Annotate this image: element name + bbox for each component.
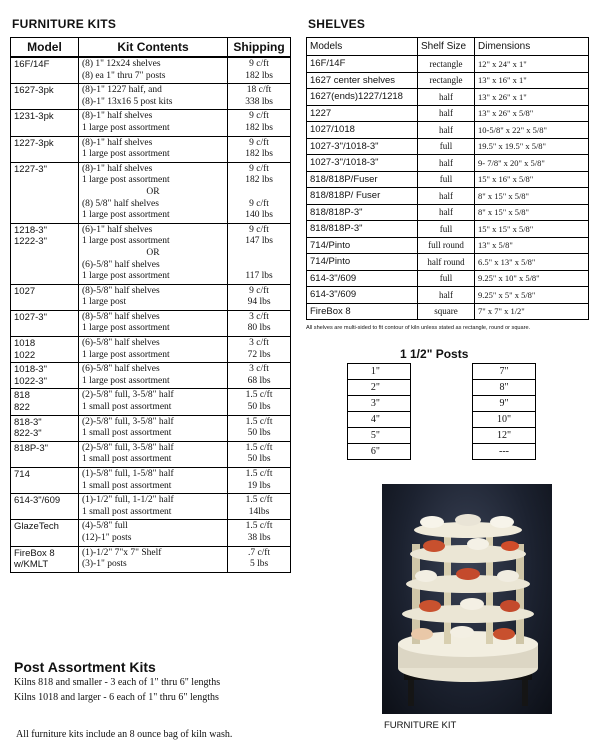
- cell-line: (8)-1" half shelves: [81, 137, 153, 148]
- cell-line: 9 c/ft: [249, 285, 269, 296]
- posts-table-left: [347, 363, 411, 460]
- table-header-row: [11, 38, 291, 58]
- posts-title: 1 1/2" Posts: [400, 347, 469, 361]
- table-row: [307, 287, 589, 304]
- cell-line: 9 c/ft: [249, 163, 269, 174]
- cell-line: 1231-3pk: [14, 111, 54, 123]
- post-length-cell: 2": [348, 380, 411, 396]
- shelf-model-cell: 1227: [307, 105, 418, 122]
- kit-model-cell: [11, 223, 79, 284]
- cell-line: 182 lbs: [245, 175, 273, 186]
- cell-line: 1018: [14, 338, 36, 350]
- kit-model-cell: [11, 310, 79, 336]
- shelf-size-cell: rectangle: [418, 56, 475, 73]
- table-row: [11, 520, 291, 546]
- post-length-cell: 12": [473, 428, 536, 444]
- cell-line: OR: [146, 186, 160, 197]
- header-models: Models: [307, 38, 418, 56]
- post-length-cell: 7": [473, 364, 536, 380]
- cell-line: 182 lbs: [245, 70, 273, 81]
- cell-line: 1 large post assortment: [81, 175, 170, 186]
- shelf-size-cell: half: [418, 155, 475, 172]
- cell-line: (8)-1" 13x16 5 post kits: [81, 96, 173, 107]
- kit-contents-cell: [78, 136, 227, 162]
- post-length-cell: 5": [348, 428, 411, 444]
- kit-shipping-cell: [228, 136, 291, 162]
- shelf-model-cell: 1627 center shelves: [307, 72, 418, 89]
- kit-shipping-cell: [228, 468, 291, 494]
- cell-line: 38 lbs: [247, 532, 271, 543]
- furniture-kit-photo-illustration: [382, 484, 552, 714]
- shelf-dimensions-cell: 9- 7/8" x 20" x 5/8": [475, 155, 589, 172]
- cell-line: 19 lbs: [247, 480, 271, 491]
- cell-line: 1 small post assortment: [81, 506, 172, 517]
- kit-contents-cell: [78, 415, 227, 441]
- table-row: [11, 310, 291, 336]
- header-shipping: Shipping: [228, 38, 291, 58]
- table-row: [11, 363, 291, 389]
- kit-contents-cell: [78, 284, 227, 310]
- table-row: [11, 84, 291, 110]
- post-length-cell: 9": [473, 396, 536, 412]
- table-row: [307, 204, 589, 221]
- kit-contents-cell: [78, 310, 227, 336]
- cell-line: 72 lbs: [247, 349, 271, 360]
- post-row: [348, 428, 411, 444]
- cell-line: 822: [14, 402, 30, 414]
- table-row: [11, 415, 291, 441]
- cell-line: 822-3": [14, 428, 42, 440]
- table-row: [11, 110, 291, 136]
- cell-line: 9 c/ft: [249, 111, 269, 122]
- cell-line: 1 large post: [81, 297, 127, 308]
- post-assortment-kits-title: Post Assortment Kits: [14, 659, 156, 675]
- shelf-dimensions-cell: 19.5" x 19.5" x 5/8": [475, 138, 589, 155]
- kit-shipping-cell: [228, 389, 291, 415]
- kit-contents-cell: [78, 84, 227, 110]
- shelf-dimensions-cell: 13" x 26" x 1": [475, 89, 589, 106]
- shelf-size-cell: full: [418, 138, 475, 155]
- kit-model-cell: [11, 162, 79, 223]
- kit-shipping-cell: [228, 337, 291, 363]
- cell-line: (8) ea 1" thru 7" posts: [81, 70, 166, 81]
- cell-line: (8)-5/8" half shelves: [81, 311, 160, 322]
- shelf-model-cell: 614-3"/609: [307, 287, 418, 304]
- cell-line: 1 large post assortment: [81, 210, 170, 221]
- kit-shipping-cell: [228, 57, 291, 84]
- shelf-size-cell: full: [418, 270, 475, 287]
- table-row: [11, 337, 291, 363]
- kit-shipping-cell: [228, 162, 291, 223]
- cell-line: 9 c/ft: [249, 137, 269, 148]
- kit-contents-cell: [78, 162, 227, 223]
- kit-shipping-cell: [228, 415, 291, 441]
- kit-shipping-cell: [228, 441, 291, 467]
- kit-shipping-cell: [228, 84, 291, 110]
- shelf-model-cell: 714/Pinto: [307, 237, 418, 254]
- cell-line: 80 lbs: [247, 323, 271, 334]
- table-row: [11, 494, 291, 520]
- table-row: [307, 72, 589, 89]
- table-row: [307, 303, 589, 320]
- kit-contents-cell: [78, 223, 227, 284]
- shelf-size-cell: half: [418, 122, 475, 139]
- cell-line: 1.5 c/ft: [245, 416, 273, 427]
- cell-line: 1 large post assortment: [81, 375, 170, 386]
- cell-line: 1627-3pk: [14, 85, 54, 97]
- table-row: [307, 155, 589, 172]
- cell-line: 1 small post assortment: [81, 428, 172, 439]
- kit-shipping-cell: [228, 520, 291, 546]
- cell-line: 182 lbs: [245, 122, 273, 133]
- table-row: [307, 138, 589, 155]
- shelf-model-cell: 714/Pinto: [307, 254, 418, 271]
- post-length-cell: 3": [348, 396, 411, 412]
- kit-model-cell: [11, 389, 79, 415]
- shelves-body: [307, 56, 589, 320]
- cell-line: 1022-3": [14, 375, 47, 387]
- table-row: [307, 221, 589, 238]
- cell-line: 818: [14, 390, 30, 402]
- shelf-dimensions-cell: 6.5" x 13" x 5/8": [475, 254, 589, 271]
- cell-line: 1 small post assortment: [81, 454, 172, 465]
- kit-model-cell: [11, 110, 79, 136]
- shelf-model-cell: 16F/14F: [307, 56, 418, 73]
- kit-shipping-cell: [228, 310, 291, 336]
- cell-line: 1227-3": [14, 163, 47, 175]
- shelf-model-cell: 1027-3"/1018-3": [307, 138, 418, 155]
- shelf-size-cell: square: [418, 303, 475, 320]
- post-row: [348, 444, 411, 460]
- shelf-dimensions-cell: 13" x 5/8": [475, 237, 589, 254]
- cell-line: 147 lbs: [245, 236, 273, 247]
- cell-line: 1 large post assortment: [81, 349, 170, 360]
- post-assortment-line-small: Kilns 818 and smaller - 3 each of 1" thru 6" lengths: [14, 677, 221, 688]
- kit-contents-cell: [78, 468, 227, 494]
- cell-line: (2)-5/8" full, 3-5/8" half: [81, 390, 174, 401]
- shelf-size-cell: half: [418, 188, 475, 205]
- cell-line: 1.5 c/ft: [245, 469, 273, 479]
- cell-line: OR: [146, 247, 160, 258]
- shelf-dimensions-cell: 13" x 26" x 5/8": [475, 105, 589, 122]
- shelf-dimensions-cell: 15" x 16" x 5/8": [475, 171, 589, 188]
- cell-line: 68 lbs: [247, 375, 271, 386]
- post-row: [348, 364, 411, 380]
- header-shelf-size: Shelf Size: [418, 38, 475, 56]
- shelf-size-cell: half: [418, 89, 475, 106]
- kit-contents-cell: [78, 494, 227, 520]
- kit-contents-cell: [78, 110, 227, 136]
- table-row: [307, 237, 589, 254]
- shelf-dimensions-cell: 10-5/8" x 22" x 5/8": [475, 122, 589, 139]
- kit-model-cell: [11, 84, 79, 110]
- post-length-cell: 4": [348, 412, 411, 428]
- cell-line: 16F/14F: [14, 59, 50, 70]
- kit-contents-cell: [78, 389, 227, 415]
- cell-line: 50 lbs: [247, 428, 271, 439]
- table-row: [11, 441, 291, 467]
- cell-line: 9 c/ft: [249, 224, 269, 235]
- cell-line: 1018-3": [14, 364, 47, 376]
- table-row: [307, 270, 589, 287]
- shelf-size-cell: full: [418, 221, 475, 238]
- kit-model-cell: [11, 363, 79, 389]
- kit-model-cell: [11, 520, 79, 546]
- cell-line: (3)-1" posts: [81, 559, 127, 570]
- kit-model-cell: [11, 136, 79, 162]
- cell-line: (8)-1" half shelves: [81, 163, 153, 174]
- cell-line: 3 c/ft: [249, 311, 269, 322]
- cell-line: (2)-5/8" full, 3-5/8" half: [81, 416, 174, 427]
- table-row: [11, 284, 291, 310]
- cell-line: 714: [14, 469, 30, 480]
- cell-line: 1 large post assortment: [81, 149, 170, 160]
- cell-line: 1022: [14, 349, 36, 361]
- cell-line: 614-3"/609: [14, 495, 61, 507]
- cell-line: (6)-5/8" half shelves: [81, 338, 160, 349]
- post-row: [473, 364, 536, 380]
- cell-line: 1027-3": [14, 311, 47, 323]
- cell-line: 18 c/ft: [246, 85, 272, 96]
- cell-line: (4)-5/8" full: [81, 521, 128, 532]
- cell-line: 182 lbs: [245, 149, 273, 160]
- cell-line: 1 small post assortment: [81, 480, 172, 491]
- shelf-dimensions-cell: 15" x 15" x 5/8": [475, 221, 589, 238]
- table-row: [11, 223, 291, 284]
- cell-line: 1227-3pk: [14, 137, 54, 149]
- cell-line: 1218-3": [14, 224, 47, 236]
- table-header-row: [307, 38, 589, 56]
- cell-line: [231, 187, 287, 199]
- kit-model-cell: [11, 415, 79, 441]
- cell-line: 1 large post assortment: [81, 271, 170, 282]
- shelf-model-cell: 1627(ends)1227/1218: [307, 89, 418, 106]
- header-model: Model: [11, 38, 79, 58]
- table-row: [11, 468, 291, 494]
- furniture-kits-table: [10, 37, 291, 573]
- cell-line: 818P-3": [14, 442, 49, 454]
- shelf-size-cell: half: [418, 204, 475, 221]
- table-row: [11, 162, 291, 223]
- table-row: [307, 56, 589, 73]
- kit-shipping-cell: [228, 110, 291, 136]
- table-row: [11, 546, 291, 572]
- table-row: [307, 188, 589, 205]
- shelves-table: [306, 37, 589, 320]
- cell-line: 1.5 c/ft: [245, 495, 273, 506]
- kit-model-cell: [11, 468, 79, 494]
- post-row: [348, 412, 411, 428]
- cell-line: [231, 248, 287, 260]
- shelf-size-cell: half round: [418, 254, 475, 271]
- cell-line: 50 lbs: [247, 454, 271, 465]
- kiln-wash-note: All furniture kits include an 8 ounce bag of kiln wash.: [16, 729, 233, 740]
- kit-model-cell: [11, 494, 79, 520]
- furniture-kits-body: [11, 57, 291, 572]
- kit-contents-cell: [78, 57, 227, 84]
- shelf-model-cell: 818/818P-3": [307, 204, 418, 221]
- kit-model-cell: [11, 441, 79, 467]
- kit-model-cell: [11, 57, 79, 84]
- cell-line: (1)-1/2" 7"x 7" Shelf: [81, 547, 162, 558]
- cell-line: 94 lbs: [247, 297, 271, 308]
- post-row: [473, 428, 536, 444]
- shelves-footnote: All shelves are multi-sided to fit contour of kiln unless stated as rectangle, round or square.: [306, 325, 531, 331]
- post-row: [348, 396, 411, 412]
- shelf-model-cell: 1027-3"/1018-3": [307, 155, 418, 172]
- cell-line: 1.5 c/ft: [245, 390, 273, 401]
- post-row: [473, 412, 536, 428]
- kit-shipping-cell: [228, 284, 291, 310]
- cell-line: 140 lbs: [245, 210, 273, 221]
- furniture-kits-title: FURNITURE KITS: [12, 17, 117, 31]
- kit-contents-cell: [78, 520, 227, 546]
- shelf-model-cell: 818/818P/ Fuser: [307, 188, 418, 205]
- cell-line: 9 c/ft: [249, 59, 269, 69]
- shelf-model-cell: 1027/1018: [307, 122, 418, 139]
- kit-shipping-cell: [228, 494, 291, 520]
- shelf-size-cell: half: [418, 105, 475, 122]
- post-length-cell: ---: [473, 444, 536, 460]
- kit-shipping-cell: [228, 546, 291, 572]
- cell-line: .7 c/ft: [247, 547, 271, 558]
- shelf-dimensions-cell: 8" x 15" x 5/8": [475, 204, 589, 221]
- shelf-dimensions-cell: 9.25" x 10" x 5/8": [475, 270, 589, 287]
- post-row: [473, 380, 536, 396]
- cell-line: 9 c/ft: [249, 198, 269, 209]
- cell-line: 1027: [14, 285, 36, 297]
- table-row: [307, 105, 589, 122]
- cell-line: 5 lbs: [249, 559, 269, 570]
- cell-line: 1 small post assortment: [81, 402, 172, 413]
- shelves-title: SHELVES: [308, 17, 366, 31]
- cell-line: w/KMLT: [14, 559, 49, 571]
- post-row: [473, 396, 536, 412]
- shelf-model-cell: 818/818P-3": [307, 221, 418, 238]
- cell-line: (6)-5/8" half shelves: [81, 364, 160, 375]
- cell-line: 1.5 c/ft: [245, 521, 273, 532]
- cell-line: 3 c/ft: [249, 364, 269, 375]
- shelf-dimensions-cell: 12" x 24" x 1": [475, 56, 589, 73]
- cell-line: (8)-1" half shelves: [81, 111, 153, 122]
- cell-line: 1 large post assortment: [81, 122, 170, 133]
- shelf-dimensions-cell: 7" x 7" x 1/2": [475, 303, 589, 320]
- cell-line: 117 lbs: [245, 271, 273, 282]
- post-length-cell: 8": [473, 380, 536, 396]
- table-row: [307, 171, 589, 188]
- table-row: [11, 57, 291, 84]
- kit-model-cell: [11, 337, 79, 363]
- shelf-size-cell: full: [418, 171, 475, 188]
- table-row: [11, 389, 291, 415]
- cell-line: 1222-3": [14, 236, 47, 248]
- shelf-model-cell: FireBox 8: [307, 303, 418, 320]
- kit-contents-cell: [78, 441, 227, 467]
- table-row: [307, 254, 589, 271]
- kit-model-cell: [11, 546, 79, 572]
- shelf-size-cell: full round: [418, 237, 475, 254]
- header-dimensions: Dimensions: [475, 38, 589, 56]
- shelf-model-cell: 614-3"/609: [307, 270, 418, 287]
- kit-shipping-cell: [228, 363, 291, 389]
- cell-line: (8) 5/8" half shelves: [81, 198, 159, 209]
- shelf-dimensions-cell: 13" x 16" x 1": [475, 72, 589, 89]
- table-row: [11, 136, 291, 162]
- post-length-cell: 10": [473, 412, 536, 428]
- cell-line: (6)-5/8" half shelves: [81, 259, 160, 270]
- table-row: [307, 122, 589, 139]
- shelf-size-cell: half: [418, 287, 475, 304]
- cell-line: 338 lbs: [245, 96, 273, 107]
- cell-line: 1 large post assortment: [81, 323, 170, 334]
- cell-line: 3 c/ft: [249, 338, 269, 349]
- kit-contents-cell: [78, 363, 227, 389]
- cell-line: 818-3": [14, 416, 42, 428]
- cell-line: 1.5 c/ft: [245, 442, 273, 453]
- cell-line: (12)-1" posts: [81, 532, 132, 543]
- shelf-dimensions-cell: 9.25" x 5" x 5/8": [475, 287, 589, 304]
- cell-line: (2)-5/8" full, 3-5/8" half: [81, 442, 174, 453]
- post-assortment-line-large: Kilns 1018 and larger - 6 each of 1" thru 6" lengths: [14, 692, 219, 703]
- shelf-dimensions-cell: 8" x 15" x 5/8": [475, 188, 589, 205]
- photo-caption: FURNITURE KIT: [384, 720, 457, 731]
- kit-model-cell: [11, 284, 79, 310]
- post-row: [473, 444, 536, 460]
- shelf-size-cell: rectangle: [418, 72, 475, 89]
- table-row: [307, 89, 589, 106]
- cell-line: (1)-5/8" full, 1-5/8" half: [81, 469, 174, 479]
- cell-line: GlazeTech: [14, 521, 59, 533]
- cell-line: (1)-1/2" full, 1-1/2" half: [81, 495, 174, 506]
- post-length-cell: 6": [348, 444, 411, 460]
- cell-line: FireBox 8: [14, 547, 55, 559]
- cell-line: (8)-5/8" half shelves: [81, 285, 160, 296]
- post-length-cell: 1": [348, 364, 411, 380]
- shelf-model-cell: 818/818P/Fuser: [307, 171, 418, 188]
- cell-line: (8)-1" 1227 half, and: [81, 85, 162, 96]
- header-kit-contents: Kit Contents: [78, 38, 227, 58]
- kit-shipping-cell: [228, 223, 291, 284]
- cell-line: 14lbs: [248, 506, 270, 517]
- post-row: [348, 380, 411, 396]
- kit-contents-cell: [78, 337, 227, 363]
- cell-line: 1 large post assortment: [81, 236, 170, 247]
- cell-line: 50 lbs: [247, 402, 271, 413]
- cell-line: [231, 260, 287, 272]
- furniture-kit-photo: [382, 484, 552, 714]
- cell-line: (8) 1" 12x24 shelves: [81, 59, 161, 69]
- posts-table-right: [472, 363, 536, 460]
- kit-contents-cell: [78, 546, 227, 572]
- cell-line: (6)-1" half shelves: [81, 224, 153, 235]
